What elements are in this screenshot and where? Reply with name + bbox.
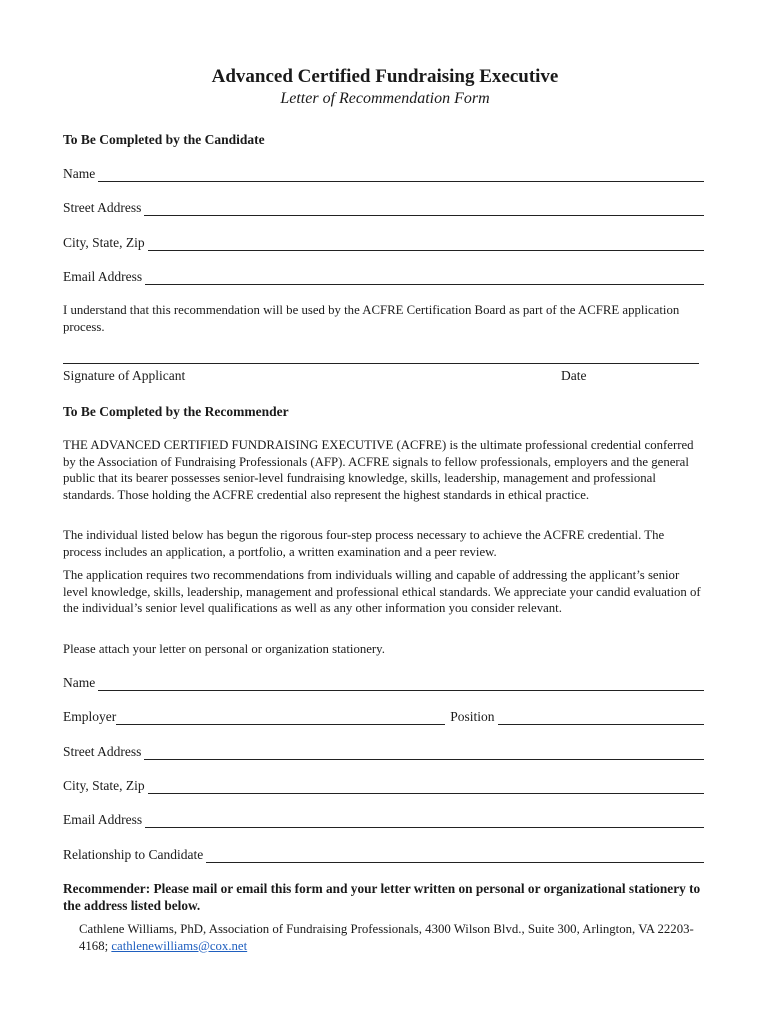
recommender-street-label: Street Address: [63, 744, 142, 759]
candidate-city-field[interactable]: [148, 237, 704, 251]
process-paragraph: The individual listed below has begun the rigorous four-step process necessary to achieve the ACFRE credential. The process includes an application, a portfolio, a written examination and a peer review.: [63, 528, 665, 559]
acfre-description-paragraph: THE ADVANCED CERTIFIED FUNDRAISING EXECUTIVE (ACFRE) is the ultimate professional credential conferred by the Association of Fundraising Professionals (AFP). ACFRE signals to fellow professionals, employers and the general public that its bearer possesses senior-level fundraising knowledge, skills, leadership, management and professional standards. Those holding the ACFRE credential also represent the highest standards in ethical practice.: [63, 438, 694, 502]
employer-label: Employer: [63, 709, 117, 724]
position-label: Position: [450, 709, 495, 724]
form-title: Advanced Certified Fundraising Executive: [211, 66, 559, 87]
recommender-street-input[interactable]: [144, 748, 704, 761]
recommender-city-row: [63, 776, 704, 794]
candidate-email-row: [63, 267, 704, 285]
recommender-email-label: Email Address: [63, 812, 143, 827]
recommender-name-row: [63, 673, 704, 691]
candidate-email-field[interactable]: [145, 271, 704, 285]
relationship-input[interactable]: [206, 851, 704, 864]
recommender-name-label: Name: [63, 675, 96, 690]
contact-text: Cathlene Williams, PhD, Association of Fundraising Professionals, 4300 Wilson Blvd., Suite 300, Arlington, VA 22203-4168;: [79, 922, 694, 953]
form-subtitle: Letter of Recommendation Form: [280, 90, 490, 107]
application-paragraph: The application requires two recommendations from individuals willing and capable of addressing the applicant’s senior level knowledge, skills, leadership, management and professional ethical standards. We appreciate your candid evaluation of the individual’s senior level qualifications as well as any other information you consider relevant.: [63, 568, 701, 616]
candidate-street-field[interactable]: [144, 202, 704, 216]
date-label: Date: [561, 368, 587, 383]
employer-input[interactable]: [116, 713, 445, 726]
recommender-city-field[interactable]: [148, 780, 704, 794]
contact-address: [79, 921, 703, 954]
candidate-city-input[interactable]: [148, 239, 704, 252]
recommender-city-input[interactable]: [148, 782, 704, 795]
signature-label: Signature of Applicant: [63, 368, 186, 383]
candidate-city-row: [63, 233, 704, 251]
candidate-street-input[interactable]: [144, 204, 704, 217]
attach-letter-paragraph: Please attach your letter on personal or organization stationery.: [63, 642, 385, 656]
recommender-email-field[interactable]: [145, 814, 704, 828]
candidate-city-label: City, State, Zip: [63, 235, 145, 250]
contact-email-link[interactable]: cathlenewilliams@cox.net: [111, 938, 248, 953]
candidate-name-field[interactable]: [98, 168, 704, 182]
candidate-name-input[interactable]: [98, 170, 704, 183]
candidate-name-label: Name: [63, 166, 96, 181]
candidate-section-heading: To Be Completed by the Candidate: [63, 132, 265, 147]
recommender-email-row: [63, 810, 704, 828]
position-input[interactable]: [498, 713, 704, 726]
recommender-name-field[interactable]: [98, 677, 704, 691]
employer-field[interactable]: [116, 711, 445, 725]
relationship-field[interactable]: [206, 849, 704, 863]
recommender-street-row: [63, 742, 704, 760]
relationship-row: [63, 845, 704, 863]
signature-line[interactable]: [63, 363, 699, 364]
candidate-street-row: [63, 198, 704, 216]
candidate-email-label: Email Address: [63, 269, 143, 284]
candidate-name-row: [63, 164, 704, 182]
recommender-city-label: City, State, Zip: [63, 778, 145, 793]
candidate-statement: I understand that this recommendation will be used by the ACFRE Certification Board as part of the ACFRE application process.: [63, 303, 680, 334]
mailing-instruction: Recommender: Please mail or email this form and your letter written on personal or organizational stationery to the address listed below.: [63, 881, 701, 913]
candidate-street-label: Street Address: [63, 200, 142, 215]
recommender-name-input[interactable]: [98, 679, 704, 692]
employer-position-row: [63, 707, 704, 725]
position-field[interactable]: [498, 711, 704, 725]
recommender-street-field[interactable]: [144, 746, 704, 760]
recommender-email-input[interactable]: [145, 816, 704, 829]
recommender-section-heading: To Be Completed by the Recommender: [63, 404, 289, 419]
relationship-label: Relationship to Candidate: [63, 847, 204, 862]
candidate-email-input[interactable]: [145, 273, 704, 286]
